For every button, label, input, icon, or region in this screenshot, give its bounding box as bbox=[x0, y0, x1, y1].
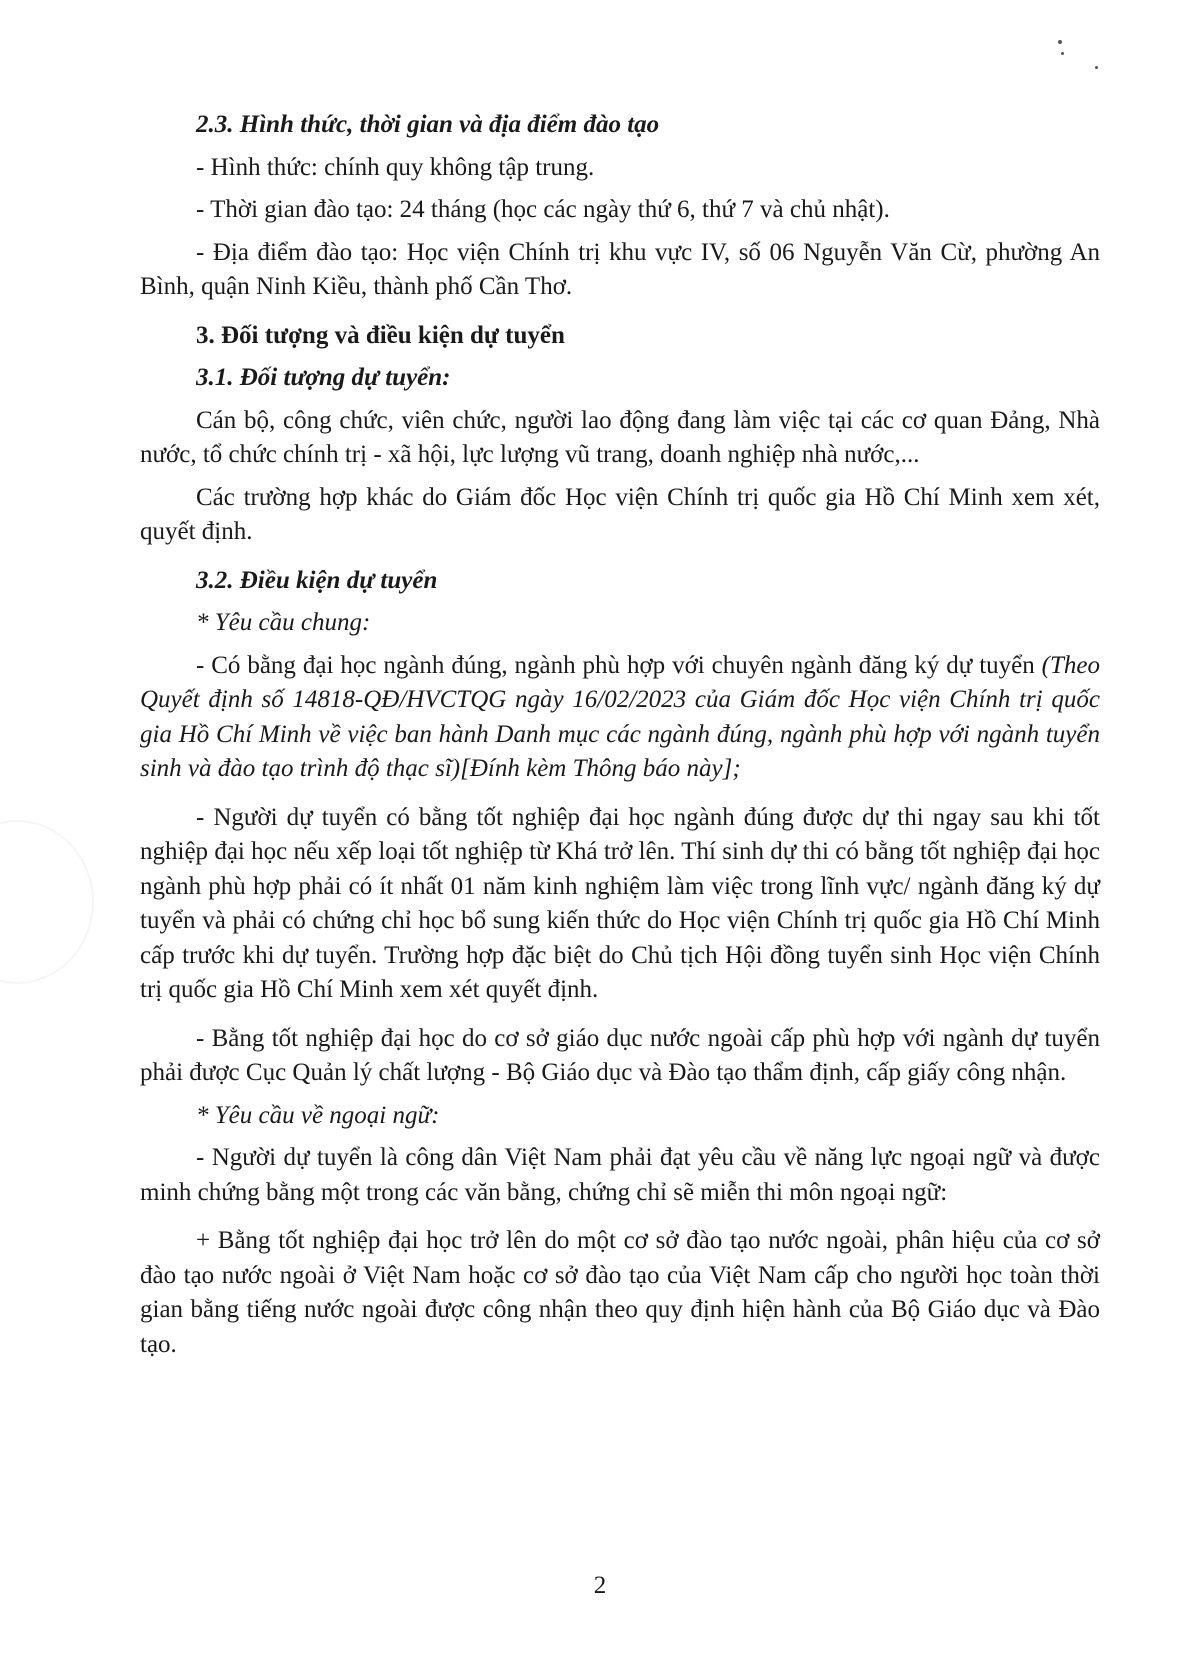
decision-reference-note: (Theo Quyết định số 14818-QĐ/HVCTQG ngày 16/02/2023 của Giám đốc Học viện Chính trị quốc gia Hồ Chí Minh về việc ban hành Danh mục các ngành đúng, ngành phù hợp với ngành tuyển sinh và đào tạo trình độ thạc sĩ)[Đính kèm Thông báo này]; bbox=[140, 651, 1100, 782]
training-location: - Địa điểm đào tạo: Học viện Chính trị khu vực IV, số 06 Nguyễn Văn Cừ, phường An Bình, quận Ninh Kiều, thành phố Cần Thơ. bbox=[140, 238, 1100, 300]
eligible-candidates-paragraph: Cán bộ, công chức, viên chức, người lao động đang làm việc tại các cơ quan Đảng, Nhà nước, tổ chức chính trị - xã hội, lực lượng vũ trang, doanh nghiệp nhà nước,... bbox=[140, 406, 1100, 468]
training-time: - Thời gian đào tạo: 24 tháng (học các ngày thứ 6, thứ 7 và chủ nhật). bbox=[196, 196, 890, 223]
language-requirements-heading: * Yêu cầu về ngoại ngữ: bbox=[196, 1101, 440, 1129]
training-form: - Hình thức: chính quy không tập trung. bbox=[196, 153, 595, 181]
section-3-1-heading: 3.1. Đối tượng dự tuyển: bbox=[196, 364, 451, 391]
section-2-3-heading: 2.3. Hình thức, thời gian và địa điểm đào tạo bbox=[196, 111, 660, 138]
general-requirement-degree bbox=[140, 649, 1100, 787]
document-body bbox=[140, 108, 1100, 1362]
general-requirement-foreign-degree: - Bằng tốt nghiệp đại học do cơ sở giáo dục nước ngoài cấp phù hợp với ngành dự tuyển phải được Cục Quản lý chất lượng - Bộ Giáo dục và Đào tạo thẩm định, cấp giấy công nhận. bbox=[140, 1024, 1100, 1086]
scan-speck bbox=[1061, 52, 1064, 55]
language-requirement-citizens: - Người dự tuyển là công dân Việt Nam phải đạt yêu cầu về năng lực ngoại ngữ và được minh chứng bằng một trong các văn bằng, chứng chỉ sẽ miễn thi môn ngoại ngữ: bbox=[140, 1144, 1100, 1206]
scan-speck bbox=[1058, 40, 1062, 44]
language-requirement-foreign-degree: + Bằng tốt nghiệp đại học trở lên do một cơ sở đào tạo nước ngoài, phân hiệu của cơ sở đào tạo nước ngoài ở Việt Nam hoặc cơ sở đào tạo của Việt Nam cấp cho người học toàn thời gian bằng tiếng nước ngoài được công nhận theo quy định hiện hành của Bộ Giáo dục và Đào tạo. bbox=[140, 1227, 1100, 1358]
section-3-heading: 3. Đối tượng và điều kiện dự tuyển bbox=[196, 321, 565, 349]
general-requirement-graduation: - Người dự tuyển có bằng tốt nghiệp đại học ngành đúng được dự thi ngay sau khi tốt nghiệp đại học nếu xếp loại tốt nghiệp từ Khá trở lên. Thí sinh dự thi có bằng tốt nghiệp đại học ngành phù hợp phải có ít nhất 01 năm kinh nghiệm làm việc trong lĩnh vực/ ngành đăng ký dự tuyển và phải có chứng chỉ học bổ sung kiến thức do Học viện Chính trị quốc gia Hồ Chí Minh cấp trước khi dự tuyển. Trường hợp đặc biệt do Chủ tịch Hội đồng tuyển sinh Học viện Chính trị quốc gia Hồ Chí Minh xem xét quyết định. bbox=[140, 803, 1100, 1003]
section-3-2-heading: 3.2. Điều kiện dự tuyển bbox=[196, 566, 438, 594]
degree-requirement-text: - Có bằng đại học ngành đúng, ngành phù hợp với chuyên ngành đăng ký dự tuyển bbox=[196, 651, 1042, 679]
page-number: 2 bbox=[593, 1572, 607, 1599]
general-requirements-heading: * Yêu cầu chung: bbox=[196, 609, 371, 636]
scan-speck bbox=[1095, 66, 1098, 69]
other-cases-paragraph: Các trường hợp khác do Giám đốc Học viện Chính trị quốc gia Hồ Chí Minh xem xét, quyết định. bbox=[140, 483, 1100, 545]
faded-seal-mark bbox=[0, 820, 94, 984]
